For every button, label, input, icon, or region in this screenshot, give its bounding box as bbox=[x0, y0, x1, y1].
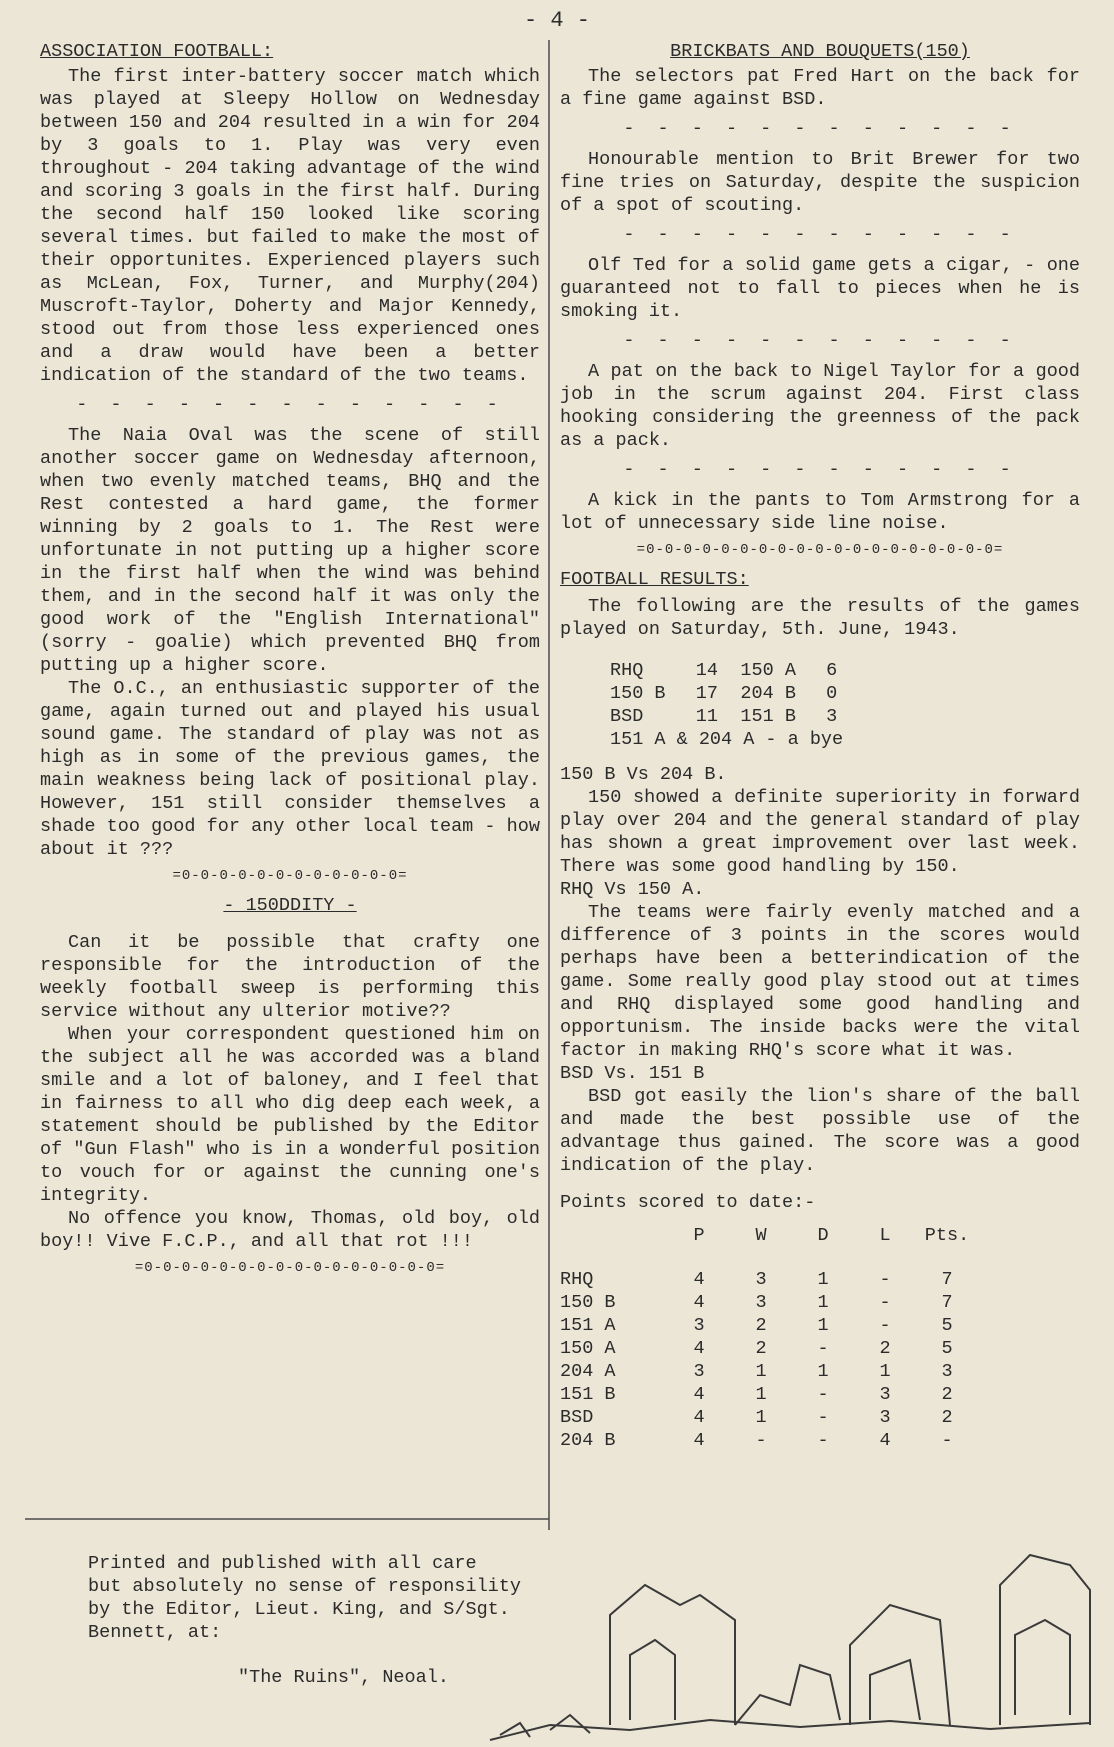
imprint-address: "The Ruins", Neoal. bbox=[238, 1667, 449, 1688]
points-cell: 4 bbox=[693, 1292, 705, 1313]
points-cell: 2 bbox=[755, 1315, 767, 1336]
naia-oval-text: The Naia Oval was the scene of still another soccer game on Wednesday afternoon, when two evenly matched teams, BHQ and the Rest contested a hard game, the former winning by 2 goals to 1. The Rest were unfortunate in not putting up a higher score in the first half when the wind was behind them, and in the second half it was only the good work of the "English International" (sorry - goalie) which prevented BHQ from putting up a higher score. bbox=[40, 425, 540, 676]
team-cell: 204 A bbox=[560, 1361, 616, 1382]
points-cell: 7 bbox=[941, 1269, 953, 1290]
points-cell: 4 bbox=[693, 1338, 705, 1359]
points-heading: Points scored to date:- bbox=[560, 1192, 816, 1213]
points-cell: 1 bbox=[817, 1269, 829, 1290]
separator: - - - - - - - - - - - - bbox=[623, 459, 1017, 480]
table-row bbox=[560, 1360, 978, 1383]
points-cell: 4 bbox=[693, 1430, 705, 1451]
table-row bbox=[610, 682, 857, 705]
points-cell: - bbox=[817, 1407, 829, 1428]
imprint-line: Bennett, at: bbox=[88, 1622, 222, 1643]
ruin-window bbox=[870, 1660, 920, 1720]
points-cell: 1 bbox=[755, 1361, 767, 1382]
separator: - - - - - - - - - - - - bbox=[623, 330, 1017, 351]
points-cell: 1 bbox=[817, 1292, 829, 1313]
points-cell: 5 bbox=[941, 1338, 953, 1359]
results-cell: BSD bbox=[610, 706, 644, 727]
table-row bbox=[610, 705, 857, 728]
ruin-wall-middle bbox=[850, 1605, 950, 1725]
points-cell: 1 bbox=[879, 1361, 891, 1382]
points-cell: - bbox=[879, 1315, 891, 1336]
imprint-line: Printed and published with all care bbox=[88, 1553, 477, 1574]
oc-text: The O.C., an enthusiastic supporter of the game, again turned out and played his usual sound game. The standard of play was not as high as in some of the previous games, the main weakness being lack of positional play. However, 151 still consider themselves a shade too good for any other local team - how about it ??? bbox=[40, 678, 540, 860]
points-cell: 1 bbox=[755, 1384, 767, 1405]
points-cell: 2 bbox=[879, 1338, 891, 1359]
association-football-heading: ASSOCIATION FOOTBALL: bbox=[40, 41, 274, 62]
results-cell: 150 A bbox=[740, 660, 796, 681]
column-header: P bbox=[693, 1225, 705, 1246]
points-cell: 5 bbox=[941, 1315, 953, 1336]
points-cell: 4 bbox=[693, 1269, 705, 1290]
column-header: L bbox=[879, 1225, 891, 1246]
points-cell: 3 bbox=[693, 1361, 705, 1382]
table-row bbox=[610, 728, 857, 751]
separator: - - - - - - - - - - - - - bbox=[76, 394, 504, 415]
results-cell: RHQ bbox=[610, 660, 644, 681]
team-cell: 150 A bbox=[560, 1338, 616, 1359]
left-column bbox=[40, 40, 540, 1286]
report-title: 150 B Vs 204 B. bbox=[560, 764, 727, 785]
association-football-text: The first inter-battery soccer match which was played at Sleepy Hollow on Wednesday between 150 and 204 resulted in a win for 204 by 3 goals to 1. Play was very even throughout - 204 taking advantage of the wind and scoring 3 goals in the first half. During the second half 150 looked like scoring several times. but failed to make the most of their opportunites. Experienced players such as McLean, Fox, Turner, and Murphy(204) Muscroft-Taylor, Doherty and Major Kennedy, stood out from those less experienced ones and a draw would have been a better indication of the standard of the two teams. bbox=[40, 66, 540, 386]
points-cell: - bbox=[941, 1430, 953, 1451]
column-header: D bbox=[817, 1225, 829, 1246]
separator: - - - - - - - - - - - - bbox=[623, 224, 1017, 245]
points-cell: - bbox=[817, 1384, 829, 1405]
ornament-divider-2: =0-0-0-0-0-0-0-0-0-0-0-0-0-0-0-0= bbox=[134, 1260, 446, 1276]
results-cell: 151 B bbox=[740, 706, 796, 727]
points-table bbox=[560, 1224, 978, 1452]
oddity-text-3: No offence you know, Thomas, old boy, old boy!! Vive F.C.P., and all that rot !!! bbox=[40, 1208, 540, 1252]
bouquet-item: Olf Ted for a solid game gets a cigar, - one guaranteed not to fall to pieces when he is smoking it. bbox=[560, 255, 1080, 322]
bouquet-item: A pat on the back to Nigel Taylor for a good job in the scrum against 204. First class hooking considering the greenness of the pack as a pack. bbox=[560, 361, 1080, 451]
points-cell: 4 bbox=[693, 1407, 705, 1428]
points-cell: 1 bbox=[817, 1361, 829, 1382]
rubble bbox=[735, 1665, 840, 1725]
table-row bbox=[560, 1429, 978, 1452]
report-title: BSD Vs. 151 B bbox=[560, 1063, 705, 1084]
points-cell: 3 bbox=[879, 1407, 891, 1428]
spacer-row bbox=[560, 1247, 978, 1268]
table-row bbox=[560, 1291, 978, 1314]
team-cell: 204 B bbox=[560, 1430, 616, 1451]
brickbats-heading: BRICKBATS AND BOUQUETS(150) bbox=[670, 41, 970, 62]
points-cell: 3 bbox=[941, 1361, 953, 1382]
oddity-heading: - 150DDITY - bbox=[223, 895, 357, 916]
points-cell: 2 bbox=[941, 1384, 953, 1405]
points-cell: 1 bbox=[817, 1315, 829, 1336]
ruin-arch bbox=[1015, 1620, 1070, 1715]
results-cell: 6 bbox=[826, 660, 838, 681]
points-cell: - bbox=[879, 1292, 891, 1313]
bouquet-item: The selectors pat Fred Hart on the back for a fine game against BSD. bbox=[560, 66, 1080, 110]
results-cell: 204 B bbox=[740, 683, 796, 704]
imprint-line: but absolutely no sense of responsility bbox=[88, 1576, 521, 1597]
table-header-row bbox=[560, 1224, 978, 1247]
report-text: 150 showed a definite superiority in forward play over 204 and the general standard of play has shown a great improvement over last week. There was some good handling by 150. bbox=[560, 787, 1080, 877]
bouquet-item: Honourable mention to Brit Brewer for two fine tries on Saturday, despite the suspicion of a spot of scouting. bbox=[560, 149, 1080, 216]
column-header: W bbox=[755, 1225, 767, 1246]
spacer-cell bbox=[560, 1247, 978, 1268]
points-cell: 3 bbox=[693, 1315, 705, 1336]
points-cell: 3 bbox=[755, 1269, 767, 1290]
ruin-wall-right bbox=[1000, 1555, 1090, 1725]
results-cell: 3 bbox=[826, 706, 838, 727]
page-number: - 4 - bbox=[523, 8, 590, 33]
column-header: Pts. bbox=[924, 1225, 970, 1246]
results-cell: 17 bbox=[695, 683, 718, 704]
points-cell: 3 bbox=[755, 1292, 767, 1313]
report-title: RHQ Vs 150 A. bbox=[560, 879, 705, 900]
bye-line: 151 A & 204 A - a bye bbox=[610, 729, 844, 750]
team-cell: 151 A bbox=[560, 1315, 616, 1336]
football-results-heading: FOOTBALL RESULTS: bbox=[560, 569, 749, 590]
table-row bbox=[560, 1314, 978, 1337]
points-cell: 2 bbox=[755, 1338, 767, 1359]
oddity-text-2: When your correspondent questioned him on the subject all he was accorded was a bland smile and a lot of baloney, and I feel that in fairness to all who dig deep each week, a statement should be published by the Editor of "Gun Flash" who is in a wonderful position to vouch for or against the cunning one's integrity. bbox=[40, 1024, 540, 1206]
team-cell: BSD bbox=[560, 1407, 594, 1428]
column-divider bbox=[548, 40, 550, 1530]
points-cell: 4 bbox=[693, 1384, 705, 1405]
points-cell: 2 bbox=[941, 1407, 953, 1428]
ornament-divider: =0-0-0-0-0-0-0-0-0-0-0-0= bbox=[172, 868, 408, 884]
points-cell: - bbox=[817, 1430, 829, 1451]
points-cell: - bbox=[755, 1430, 767, 1451]
right-column bbox=[560, 40, 1080, 1452]
table-row bbox=[560, 1268, 978, 1291]
column-header bbox=[560, 1224, 668, 1247]
imprint-line: by the Editor, Lieut. King, and S/Sgt. bbox=[88, 1599, 510, 1620]
table-row bbox=[560, 1406, 978, 1429]
points-cell: - bbox=[817, 1338, 829, 1359]
report-text: BSD got easily the lion's share of the ball and made the best possible use of the advantage thus gained. The score was a good indication of the play. bbox=[560, 1086, 1080, 1176]
points-cell: - bbox=[879, 1269, 891, 1290]
report-text: The teams were fairly evenly matched and a difference of 3 points in the scores would perhaps have been a betterindication of the game. Some really good play stood out at times and RHQ displayed some good handling and opportunism. The inside backs were the vital factor in making RHQ's score what it was. bbox=[560, 902, 1080, 1061]
results-cell: 0 bbox=[826, 683, 838, 704]
team-cell: 151 B bbox=[560, 1384, 616, 1405]
oddity-text-1: Can it be possible that crafty one responsible for the introduction of the weekly football sweep is performing this service without any ulterior motive?? bbox=[40, 932, 540, 1022]
table-row bbox=[560, 1383, 978, 1406]
table-row bbox=[610, 659, 857, 682]
results-cell: 14 bbox=[695, 660, 718, 681]
footer-divider bbox=[25, 1518, 549, 1520]
results-table bbox=[610, 659, 857, 751]
results-cell: 150 B bbox=[610, 683, 666, 704]
brickbat-item: A kick in the pants to Tom Armstrong for a lot of unnecessary side line noise. bbox=[560, 490, 1080, 534]
points-cell: 3 bbox=[879, 1384, 891, 1405]
results-cell: 11 bbox=[695, 706, 718, 727]
imprint bbox=[88, 1552, 688, 1689]
points-cell: 1 bbox=[755, 1407, 767, 1428]
ornament-divider: =0-0-0-0-0-0-0-0-0-0-0-0-0-0-0-0-0-0-0= bbox=[636, 542, 1004, 558]
points-cell: 4 bbox=[879, 1430, 891, 1451]
points-cell: 7 bbox=[941, 1292, 953, 1313]
team-cell: RHQ bbox=[560, 1269, 594, 1290]
table-row bbox=[560, 1337, 978, 1360]
results-intro: The following are the results of the games played on Saturday, 5th. June, 1943. bbox=[560, 596, 1080, 640]
separator: - - - - - - - - - - - - bbox=[623, 118, 1017, 139]
team-cell: 150 B bbox=[560, 1292, 616, 1313]
